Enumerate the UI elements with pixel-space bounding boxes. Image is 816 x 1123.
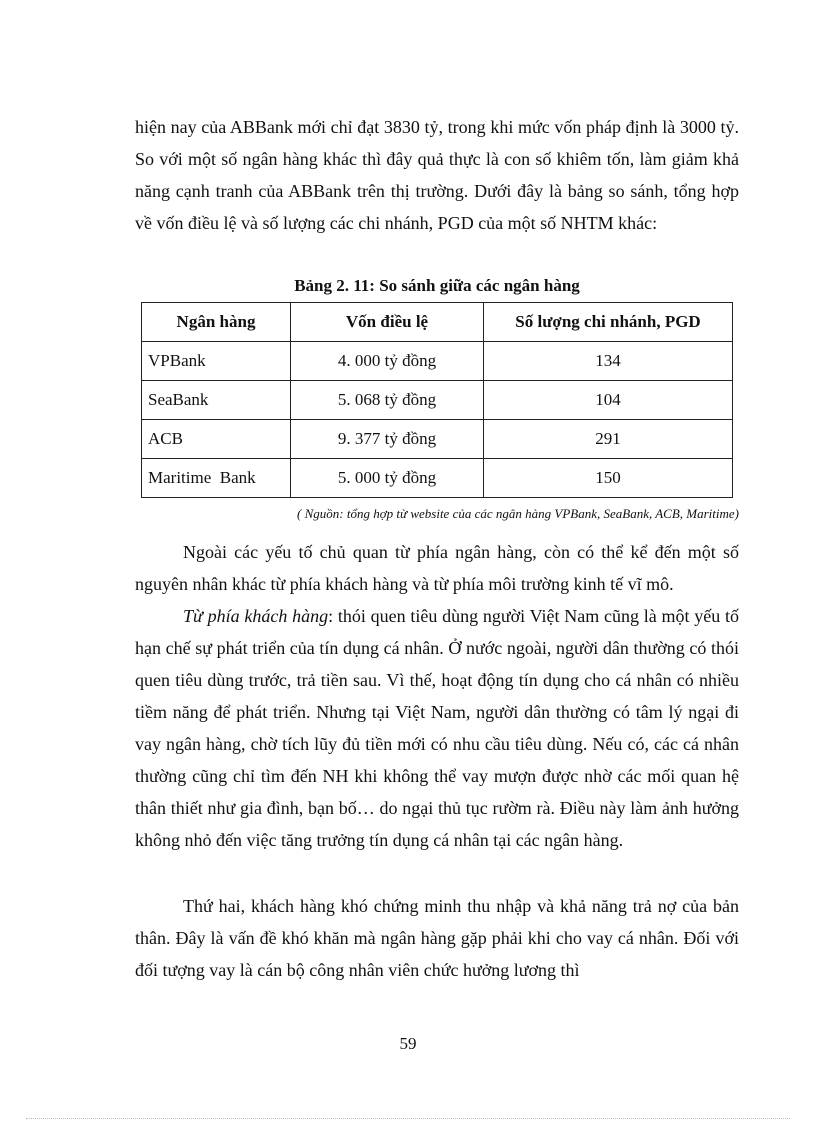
table-title: Bảng 2. 11: So sánh giữa các ngân hàng <box>294 276 580 295</box>
paragraph-income-proof: Thứ hai, khách hàng khó chứng minh thu nhập và khả năng trả nợ của bản thân. Đây là vấn đề khó khăn mà ngân hàng gặp phải khi cho vay cá nhân. Đối với đối tượng vay là cán bộ công nhân viên chức hưởng lương thì <box>135 896 739 980</box>
header-branch-count: Số lượng chi nhánh, PGD <box>484 303 733 342</box>
branch-count-cell: 150 <box>484 459 733 498</box>
customer-side-body: : thói quen tiêu dùng người Việt Nam cũng là một yếu tố hạn chế sự phát triển của tín dụng cá nhân. Ở nước ngoài, người dân thường có thói quen tiêu dùng trước, trả tiền sau. Vì thế, hoạt động tín dụng cho cá nhân có nhiều tiềm năng để phát triển. Nhưng tại Việt Nam, người dân thường có tâm lý ngại đi vay ngân hàng, chờ tích lũy đủ tiền mới có nhu cầu tiêu dùng. Nếu có, các cá nhân thường cũng chỉ tìm đến NH khi không thể vay mượn được nhờ các mối quan hệ thân thiết như gia đình, bạn bố… do ngại thủ tục rườm rà. Điều này làm ảnh hưởng không nhỏ đến việc tăng trưởng tín dụng cá nhân tại các ngân hàng. <box>135 606 739 850</box>
header-charter-capital: Vốn điều lệ <box>291 303 484 342</box>
capital-cell: 5. 000 tỷ đồng <box>291 459 484 498</box>
capital-cell: 5. 068 tỷ đồng <box>291 381 484 420</box>
bank-name-cell: Maritime Bank <box>142 459 291 498</box>
customer-side-heading: Từ phía khách hàng <box>183 606 329 626</box>
branch-count-cell: 291 <box>484 420 733 459</box>
capital-cell: 9. 377 tỷ đồng <box>291 420 484 459</box>
table-header-row <box>142 303 733 342</box>
table-row <box>142 420 733 459</box>
table-row <box>142 459 733 498</box>
table-row <box>142 381 733 420</box>
bank-name-cell: SeaBank <box>142 381 291 420</box>
bank-name-cell: VPBank <box>142 342 291 381</box>
bank-comparison-table <box>141 302 733 498</box>
capital-cell: 4. 000 tỷ đồng <box>291 342 484 381</box>
bank-name-cell: ACB <box>142 420 291 459</box>
intro-paragraph: hiện nay của ABBank mới chỉ đạt 3830 tỷ, trong khi mức vốn pháp định là 3000 tỷ. So với một số ngân hàng khác thì đây quả thực là con số khiêm tốn, làm giảm khả năng cạnh tranh của ABBank trên thị trường. Dưới đây là bảng so sánh, tổng hợp về vốn điều lệ và số lượng các chi nhánh, PGD của một số NHTM khác: <box>135 117 739 233</box>
branch-count-cell: 104 <box>484 381 733 420</box>
page-number: 59 <box>399 1034 417 1053</box>
table-source-note: ( Nguồn: tổng hợp từ website của các ngân hàng VPBank, SeaBank, ACB, Maritime) <box>297 506 739 521</box>
branch-count-cell: 134 <box>484 342 733 381</box>
paragraph-customer-side <box>135 600 739 856</box>
paragraph-external-factors: Ngoài các yếu tố chủ quan từ phía ngân hàng, còn có thể kể đến một số nguyên nhân khác từ phía khách hàng và từ phía môi trường kinh tế vĩ mô. <box>135 542 739 594</box>
header-bank: Ngân hàng <box>142 303 291 342</box>
table-row <box>142 342 733 381</box>
page-bottom-divider <box>26 1118 790 1119</box>
